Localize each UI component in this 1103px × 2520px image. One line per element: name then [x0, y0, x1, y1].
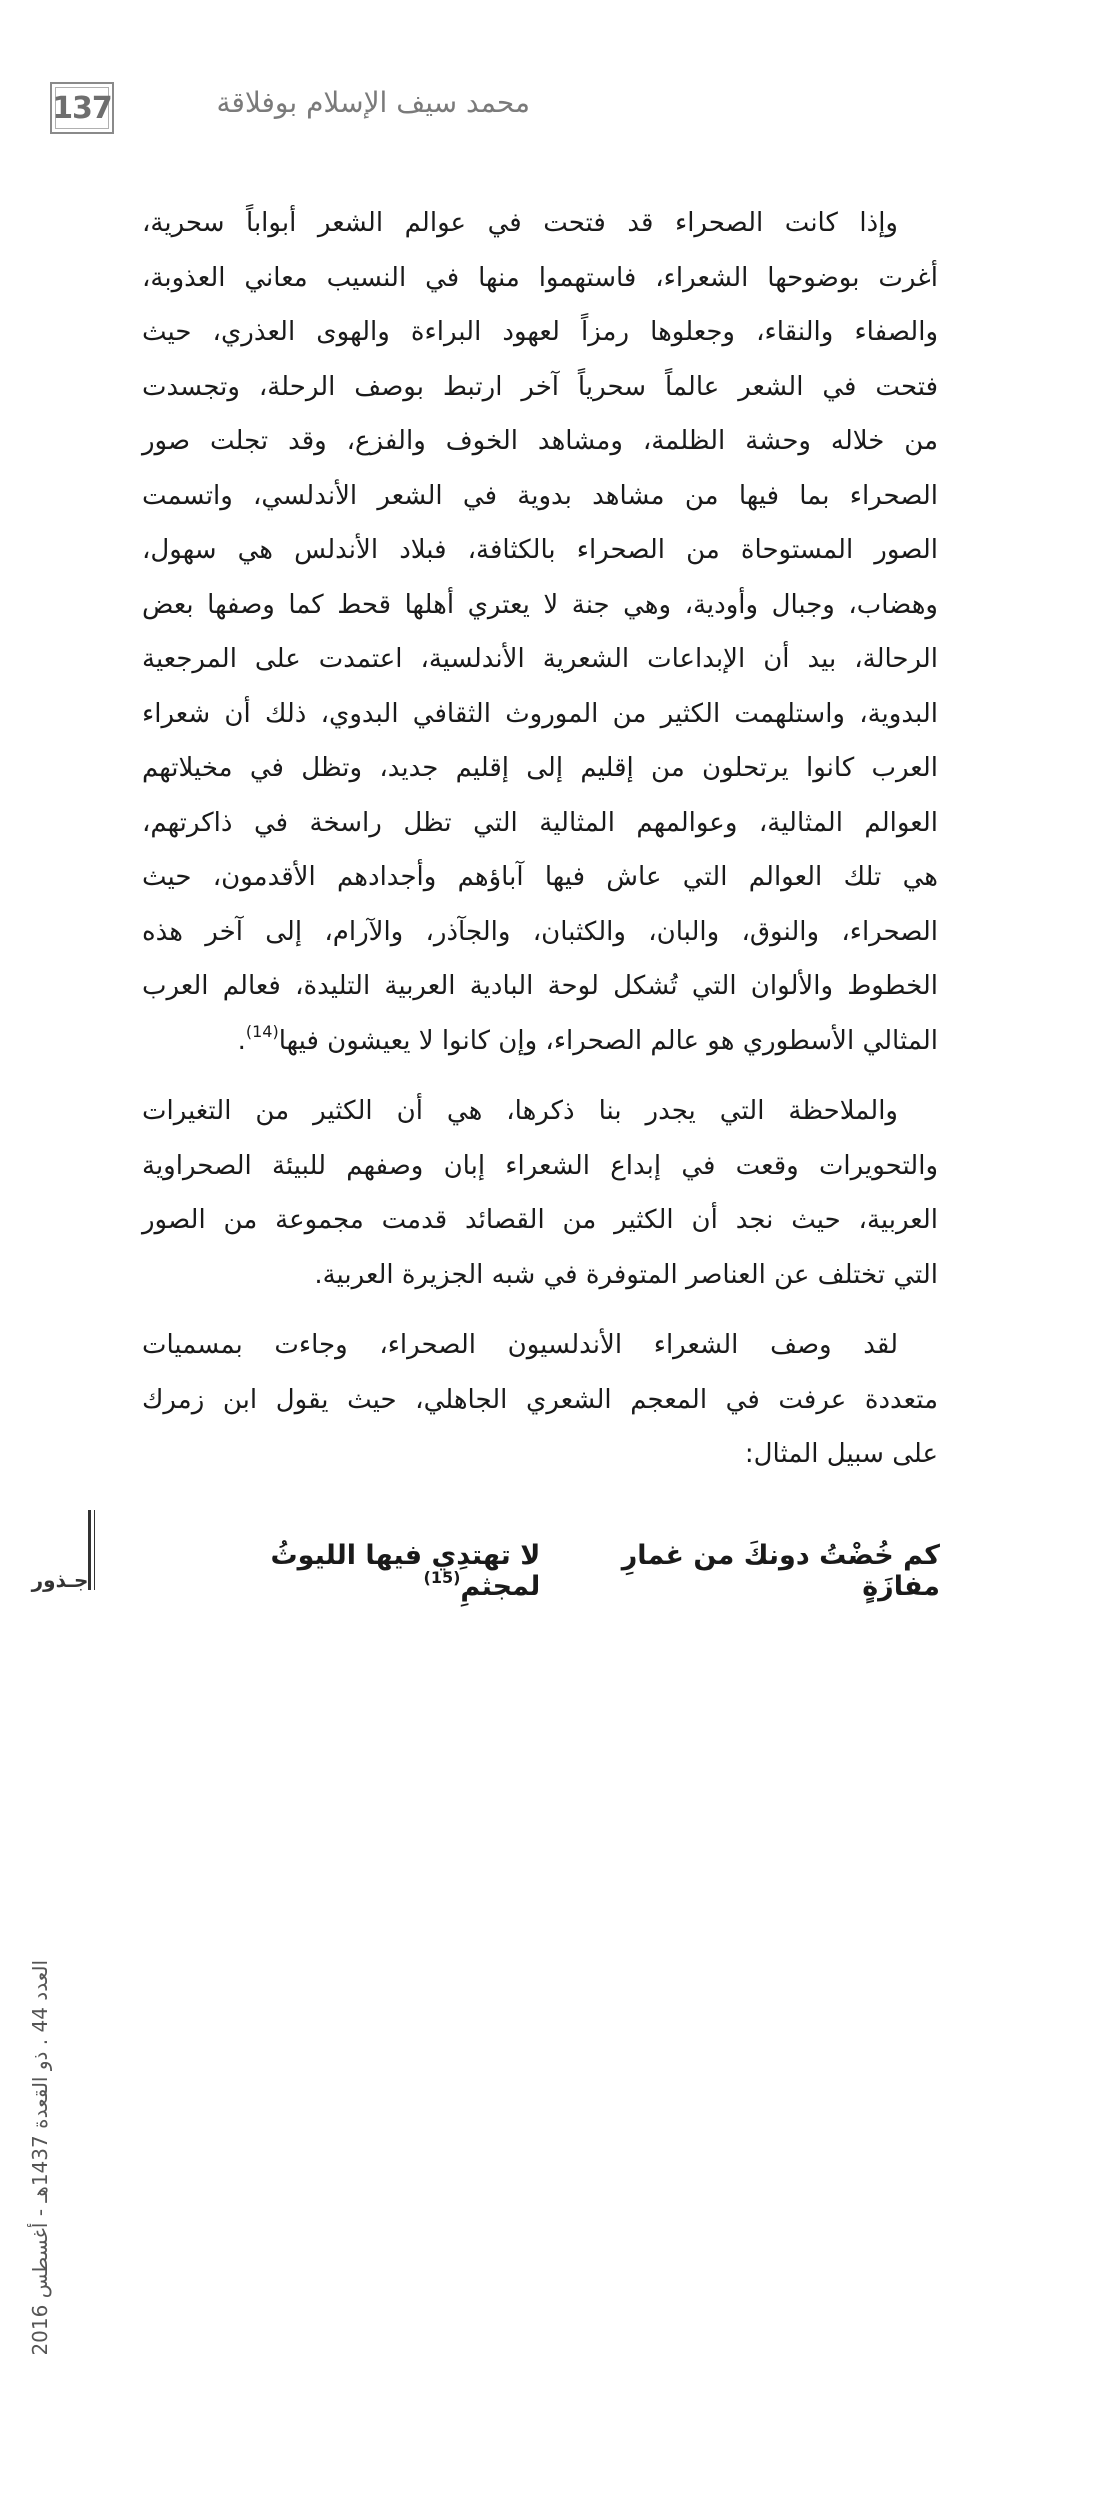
paragraph-3 [142, 1318, 938, 1482]
text-line: والصفاء والنقاء، وجعلوها رمزاً لعهود البراءة والهوى العذري، حيث [142, 317, 938, 347]
text-line: فتحت في الشعر عالماً سحرياً آخر ارتبط بوصف الرحلة، وتجسدت [142, 371, 938, 402]
paragraph-2 [142, 1084, 938, 1302]
journal-logo: جـذور [31, 1568, 89, 1592]
text-line: والملاحظة التي يجدر بنا ذكرها، هي أن الكثير من التغيرات [142, 1096, 898, 1126]
sidebar-rule-thin [94, 1510, 95, 1590]
verse-second-hemistich-wrap [150, 1540, 540, 1602]
text-line: التي تختلف عن العناصر المتوفرة في شبه الجزيرة العربية. [314, 1259, 938, 1290]
text-line: متعددة عرفت في المعجم الشعري الجاهلي، حيث يقول ابن زمرك [142, 1384, 938, 1415]
page-number: 137 [52, 90, 112, 126]
text-line: العرب كانوا يرتحلون من إقليم إلى إقليم جديد، وتظل في مخيلاتهم [142, 753, 938, 783]
issue-sidebar-text: العدد 44 . ذو القعدة 1437هـ - أغسطس 2016 [28, 1960, 52, 2356]
text-line: البدوية، واستلهمت الكثير من الموروث الثقافي البدوي، ذلك أن شعراء [142, 698, 938, 729]
text-line: لقد وصف الشعراء الأندلسيون الصحراء، وجاءت بمسميات [142, 1330, 898, 1360]
text-line: الخطوط والألوان التي تُشكل لوحة البادية العربية التليدة، فعالم العرب [142, 971, 938, 1001]
text-line: العربية، حيث نجد أن الكثير من القصائد قدمت مجموعة من الصور [142, 1205, 938, 1235]
end-punct: . [237, 1025, 246, 1056]
footnote-ref-14[interactable]: (14) [245, 1021, 279, 1041]
text-line: أغرت بوضوحها الشعراء، فاستهموا منها في النسيب معاني العذوبة، [142, 262, 938, 293]
text-line: والتحويرات وقعت في إبداع الشعراء إبان وصفهم للبيئة الصحراوية [142, 1150, 938, 1181]
text-line: وإذا كانت الصحراء قد فتحت في عوالم الشعر أبواباً سحرية، [142, 208, 898, 238]
text-line: الرحالة، بيد أن الإبداعات الشعرية الأندلسية، اعتمدت على المرجعية [142, 644, 938, 674]
paragraph-1 [142, 196, 938, 1068]
text-line: الصحراء بما فيها من مشاهد بدوية في الشعر الأندلسي، واتسمت [142, 480, 938, 511]
text-line: وهضاب، وجبال وأودية، وهي جنة لا يعتري أهلها قحط كما وصفها بعض [142, 589, 938, 620]
text-line: العوالم المثالية، وعوالمهم المثالية التي تظل راسخة في ذاكرتهم، [142, 807, 938, 838]
text-line: المثالي الأسطوري هو عالم الصحراء، وإن كانوا لا يعيشون فيها [278, 1025, 938, 1056]
text-line: الصور المستوحاة من الصحراء بالكثافة، فبلاد الأندلس هي سهول، [142, 535, 938, 565]
verse-first-hemistich: كم خُضْتُ دونكَ من غمارِ مفازَةٍ [621, 1540, 940, 1602]
body-text [142, 196, 938, 1482]
verse-line [150, 1540, 940, 1602]
text-line: الصحراء، والنوق، والبان، والكثبان، والجآذر، والآرام، إلى آخر هذه [142, 916, 938, 947]
text-line: هي تلك العوالم التي عاش فيها آباؤهم وأجدادهم الأقدمون، حيث [142, 862, 938, 892]
text-line: على سبيل المثال: [744, 1439, 938, 1469]
footnote-ref-15[interactable]: (15) [423, 1568, 461, 1587]
text-line: من خلاله وحشة الظلمة، ومشاهد الخوف والفزع، وقد تجلت صور [142, 426, 938, 456]
running-head: محمد سيف الإسلام بوفلاقة [216, 86, 530, 119]
text-line-last [142, 1014, 938, 1069]
page-number-box [50, 82, 114, 134]
verse-second-hemistich: لا تهتدِي فيها الليوثُ لمجثمِ [270, 1540, 541, 1602]
